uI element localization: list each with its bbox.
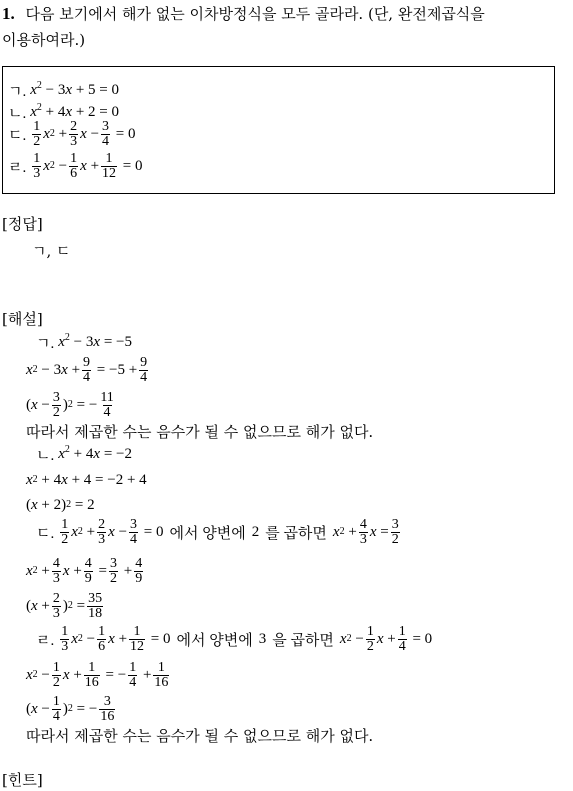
explanation-d-text-a: 에서 양변에 (176, 632, 253, 649)
explanation-d-conclusion: 따라서 제곱한 수는 음수가 될 수 없으므로 해가 없다. (26, 727, 374, 745)
explanation-d-label: ㄹ. (36, 632, 55, 649)
problem-text-line2: 이용하여라.) (2, 31, 86, 49)
answer-text: ㄱ, ㄷ (32, 242, 71, 260)
choice-a: ㄱ. $x^2 - 3x + 5 = 0$ (8, 79, 119, 100)
explanation-c-label: ㄷ. (36, 525, 55, 542)
choice-b: ㄴ. $x^2 + 4x + 2 = 0$ (8, 101, 119, 122)
explanation-a-label: ㄱ. (36, 335, 55, 352)
explanation-a-line2: x 2 − 3 x + $\frac{9}{4}$ = −5 + $\frac{9}{4}$ (26, 354, 148, 385)
choice-d: ㄹ. $\frac{1}{3}$ x 2 − $\frac{1}{6}$ x + $\frac{1}{12}$ = 0 (8, 150, 143, 181)
choice-b-label: ㄴ. (8, 105, 27, 122)
explanation-b-line1: ㄴ. $x^2 + 4x = -2$ (36, 443, 132, 464)
explanation-c-line2: x 2 + $\frac{4}{3}$ x + $\frac{4}{9}$ = $\frac{3}{2}$ + $\frac{4}{9}$ (26, 555, 143, 586)
explanation-c-num: 2 (251, 523, 260, 540)
explanation-c-text-a: 에서 양변에 (169, 525, 246, 542)
choice-c: ㄷ. $\frac{1}{2}$ x 2 + $\frac{2}{3}$ x − $\frac{3}{4}$ = 0 (8, 118, 136, 149)
explanation-d-text-b: 을 곱하면 (272, 632, 334, 649)
explanation-b-line2: x 2 + 4 x + 4 = −2 + 4 (26, 471, 147, 488)
explanation-d-line3: ( x − $\frac{1}{4}$ ) 2 = − $\frac{3}{16}$ (26, 693, 115, 724)
explanation-d-num: 3 (258, 630, 267, 647)
explanation-a-conclusion: 따라서 제곱한 수는 음수가 될 수 없으므로 해가 없다. (26, 423, 374, 441)
explanation-c-line3: ( x + $\frac{2}{3}$ ) 2 = $\frac{35}{18}$ (26, 590, 103, 621)
choice-d-label: ㄹ. (8, 159, 27, 176)
explanation-heading: [해설] (2, 310, 43, 328)
explanation-b-label: ㄴ. (36, 447, 55, 464)
explanation-d-line2: x 2 − $\frac{1}{2}$ x + $\frac{1}{16}$ = − $\frac{1}{4}$ + $\frac{1}{16}$ (26, 659, 169, 690)
explanation-a-line3: ( x − $\frac{3}{2}$ ) 2 = − $\frac{11}{4}$ (26, 389, 114, 420)
explanation-c-text-b: 를 곱하면 (265, 525, 327, 542)
explanation-d-line1: ㄹ. $\frac{1}{3}$ x 2 − $\frac{1}{6}$ x + $\frac{1}{12}$ = 0 에서 양변에 3 을 곱하면 x 2 − $\frac{1}{2}$ x + $\frac{1}{4}$ = 0 (36, 623, 433, 654)
problem-number: 1. (2, 4, 15, 23)
explanation-c-line1: ㄷ. $\frac{1}{2}$ x 2 + $\frac{2}{3}$ x − $\frac{3}{4}$ = 0 에서 양변에 2 를 곱하면 x 2 + $\frac{4}{3}$ x = $\frac{3}{2}$ (36, 516, 399, 547)
explanation-b-line3: ( x + 2) 2 = 2 (26, 496, 95, 513)
choice-a-label: ㄱ. (8, 83, 27, 100)
problem-statement (2, 3, 485, 24)
choice-c-label: ㄷ. (8, 127, 27, 144)
answer-heading: [정답] (2, 215, 43, 233)
hint-heading: [힌트] (2, 771, 43, 789)
problem-text-line1: 다음 보기에서 해가 없는 이차방정식을 모두 골라라. (단, 완전제곱식을 (25, 5, 485, 23)
explanation-a-line1: ㄱ. $x^2 - 3x = -5$ (36, 331, 132, 352)
